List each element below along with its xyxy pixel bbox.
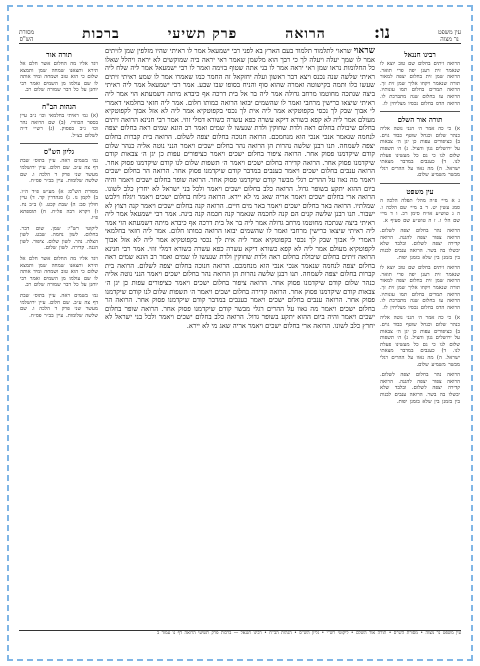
right-section-text-4-cont: הרואה נהר בחלום יצפה לשלום. הרואה צפור יצפה להגנה. הרואה קדירה יצפה לשלום. ובלבד שלא יבשלו בה בשר. הרואה ענבים לבנות בין בזמנן בין שלא בזמנן יפות.	[380, 372, 460, 405]
header-tractate: ברכות	[82, 26, 120, 42]
right-section-text-2: א) כי כה אמר ה׳ הנני נוטה אליה כנהר שלום וכנחל שוטף כבוד גוים. ב) כציפורים עפות כן יגן ה׳ צבאות על ירושלים גנון והציל. ג) ה׳ תשפות שלום לנו כי גם כל מעשינו פעלת לנו. ד) כענבים במדבר מצאתי ישראל. ה) מה נאוו על ההרים רגלי מבשר משמיע שלום.	[380, 126, 460, 179]
opening-word: שראוי	[353, 47, 375, 56]
main-paragraph-2: אמר רבי ישמעאל אמר ליה ראיתי ביצה שנתכה מחוטמו מרחב גדולה אמר ליה בר אל בית דרכה אף כיבדא מיתה דשמעתא הוי אמר ליה ראיתי שיצאו כרישין מרחבי ואמר לו שהשמים יבואו הרואה כמותו חלום. אמר ליה חזאי בחלמאי דאמרי לי אבוך שבק לך נכסי בקפוטקיא אמר ליה אית לך נכסי בקפוטקיא אמר ליה לא אזל אבוך לקפוטקיא מעולם אמר ליה לא קפא כשורא דיקא עשרה כפא עשרה כשורא דמלי זוזי.	[105, 81, 375, 124]
right-label-line2: נר מצוה	[440, 36, 459, 43]
header-left-label	[19, 29, 34, 43]
main-paragraph-5: הרואה גילוח בחלום ישכים ויאמר ויגלח וילבש שמלתיו. הרואה באר בחלום ישכים ויאמר באר מים חיים. הרואה קנה בחלום ישכים ויאמר קנה רצוץ לא ישבור. תנו רבנן שלשה קנים הם קנה לחכמה שנאמר קנה חכמה קנה בינה.	[105, 193, 375, 219]
header-chapter-name: הרואה	[285, 26, 326, 42]
left-section-text-4: מסורת הש"ס: א) מע״ש פ״ד ה״ו. ב) לקמן נז. ג) סנהדרין קד. ד) עיין חולין סב: ה) שבת קכט. ו) ב״ב נח. ז) ויקרא רבה פל״ח. ח) תוספתא פ״ו.	[20, 188, 98, 222]
right-section-text-3: ג א מיי׳ פ״ה מהל׳ תפלה הלכה ה סמג עשין יט. ד ב מיי׳ שם הלכה ו. ה ג טוש״ע או״ח סימן רכ. ו ד מיי׳ שם הל׳ ז. ז ה טוש״ע שם סעיף א.	[380, 197, 460, 224]
right-section-text-4: הרואה נהר בחלום יצפה לשלום. הרואה צפור יצפה להגנה. הרואה קדירה יצפה לשלום. ובלבד שלא יבשלו בה בשר. הרואה ענבים לבנות בין בזמנן בין שלא בזמנן יפות.	[380, 228, 460, 261]
left-label-line2: הש"ס	[19, 36, 34, 43]
right-section-title-1: רבינו חננאל	[404, 50, 436, 59]
left-section-text-3-cont: גמ׳ בשמים ראה. עיין בתוס׳ שבת דף צה ע״ב. שם חלום. עיין ירושלמי מעשר שני פרק ד הלכה ו. שם שלשה שלומות. עיין בב״ר פס״ח.	[20, 293, 98, 319]
right-section-text-1: הרואה זיתים בחלום שם טוב יוצא לו שנאמר זית רענן יפה פרי תואר. הרואה שמן זית בחלום יצפה למאור תורה שנאמר ויקחו אליך שמן זית זך. הרואה תמרים בחלום תמו עונותיו. הרואה עז בחלום שנה מתברכת לו. הרואה הדס בחלום נכסיו מצליחין לו.	[380, 61, 460, 107]
footer-text: עין משפט נר מצוה • מסורת הש"ס • תורה אור השלם • ליקוטי רש"י • גליון הש"ס • הגהות הב"ח • רבינו חננאל — ברכות פרק תשיעי הרואה דף נו עמוד ב	[156, 631, 461, 636]
main-text	[105, 47, 375, 331]
left-section-text-3: גמ׳ בשמים ראה. עיין בתוס׳ שבת דף צה ע״ב. שם חלום. עיין ירושלמי מעשר שני פרק ד הלכה ו. שם שלשה שלומות. עיין בב״ר פס״ח.	[20, 158, 98, 185]
right-commentary-column	[380, 47, 460, 647]
main-paragraph-4-cont: הרואה ציפור בחלום ישכים ויאמר כציפורים עפות כן יגן ה׳ צבאות קודם שיקדמנו פסוק אחר. הרואה קדירה בחלום ישכים ויאמר ה׳ תשפות שלום לנו קודם שיקדמנו פסוק אחר. הרואה ענבים בחלום ישכים ויאמר כענבים במדבר קודם שיקדמנו פסוק אחר. הרואה הר בחלום ישכים ויאמר מה נאוו על ההרים רגלי מבשר קודם שיקדמנו פסוק אחר. הרואה שופר בחלום ישכים ויאמר והיה ביום ההוא יתקע בשופר גדול. הרואה כלב בחלום ישכים ויאמר ולכל בני ישראל לא יחרץ כלב לשונו. הרואה ארי בחלום ישכים ויאמר אריה שאג מי לא יירא.	[105, 279, 375, 330]
header-page-number: נו:	[373, 23, 391, 43]
divider	[380, 183, 460, 184]
left-section-text-2: (א) גמ׳ ראיתי בחלמאי וכו׳ נ״ב עיין בספר הכוזרי. (ב) שם הרואה נהר וכו׳ נ״ב בפסוק. (ג) רש״י ד״ה לשלום כצ״ל.	[20, 112, 98, 139]
right-label-line1: עין משפט	[438, 29, 461, 36]
divider	[20, 98, 98, 99]
main-gemara-column	[105, 47, 375, 647]
right-section-text-2-cont: א) כי כה אמר ה׳ הנני נוטה אליה כנהר שלום וכנחל שוטף כבוד גוים. ב) כציפורים עפות כן יגן ה׳ צבאות על ירושלים גנון והציל. ג) ה׳ תשפות שלום לנו כי גם כל מעשינו פעלת לנו. ד) כענבים במדבר מצאתי ישראל. ה) מה נאוו על ההרים רגלי מבשר משמיע שלום.	[380, 315, 460, 368]
page-footer	[19, 630, 461, 653]
divider	[20, 143, 98, 144]
divider	[380, 111, 460, 112]
left-section-title-3: גליון הש"ס	[43, 147, 75, 157]
left-label-line1: מסורת	[19, 29, 35, 36]
main-paragraph-2-cont: אמר רבי ישמעאל אמר ליה ראיתי ביצה שנתכה מחוטמו מרחב גדולה אמר ליה בר אל בית דרכה אף כיבדא מיתה דשמעתא הוי אמר ליה ראיתי שיצאו כרישין מרחבי ואמר לו שהשמים יבואו הרואה כמותו חלום. אמר ליה חזאי בחלמאי דאמרי לי אבוך שבק לך נכסי בקפוטקיא אמר ליה אית לך נכסי בקפוטקיא אמר ליה לא אזל אבוך לקפוטקיא מעולם אמר ליה לא קפא כשורא דיקא עשרה כפא עשרה כשורא דמלי זוזי.	[105, 210, 375, 253]
header-right-label	[438, 29, 461, 43]
page-header	[19, 15, 461, 44]
left-section-text-1-cont: ויגד אליו מה החלום אשר חלם אל תירא ותצאנו שמחה שמן ותמצא שלום כי הוא טוב ושמחה ומיד אותה לו שם עולמו מן השמים ואמר רבי יוחנן על כל דבר שמורה שלום רב.	[20, 256, 98, 289]
main-paragraph-4: הרואה ציפור בחלום ישכים ויאמר כציפורים עפות כן יגן ה׳ צבאות קודם שיקדמנו פסוק אחר. הרואה קדירה בחלום ישכים ויאמר ה׳ תשפות שלום לנו קודם שיקדמנו פסוק אחר. הרואה ענבים בחלום ישכים ויאמר כענבים במדבר קודם שיקדמנו פסוק אחר. הרואה הר בחלום ישכים ויאמר מה נאוו על ההרים רגלי מבשר קודם שיקדמנו פסוק אחר. הרואה שופר בחלום ישכים ויאמר והיה ביום ההוא יתקע בשופר גדול. הרואה כלב בחלום ישכים ויאמר ולכל בני ישראל לא יחרץ כלב לשונו. הרואה ארי בחלום ישכים ויאמר אריה שאג מי לא יירא.	[105, 150, 375, 202]
main-paragraph-3: אמר רבי חנינא הרואה זיתים בחלום שיבולת בחלום ראה ולדת שחוקין ולדת שנעשו לו שמים ואמר רב הונא שמים ראה בחלום יצפה לנחמה שנאמר אנכי אנכי הוא מנחמכם. הרואה חנוכה בחלום יצפה לשלום. הרואה בית קברות בחלום יצפה לשמחה. תנו רבנן שלשה נהרות הן הרואה נהר בחלום ישכים ויאמר הנני נוטה אליה כנהר שלום קודם שיקדמנו פסוק אחר.	[105, 115, 375, 159]
left-section-text-5: ליקוטי רש"י: שמן. שום דבר. בחלום. לשון נחמה. שבט. לשון הצלה. נהר. לשון שלום. ציפור. לשון הגנה. קדירה. לשון שלום.	[20, 225, 98, 252]
right-section-title-3: עין משפט	[406, 186, 434, 196]
left-section-title-1: תורה אור	[46, 50, 72, 59]
left-commentary-column	[20, 47, 98, 647]
right-section-text-1-cont: הרואה זיתים בחלום שם טוב יוצא לו שנאמר זית רענן יפה פרי תואר. הרואה שמן זית בחלום יצפה למאור תורה שנאמר ויקחו אליך שמן זית זך. הרואה תמרים בחלום תמו עונותיו. הרואה עז בחלום שנה מתברכת לו. הרואה הדס בחלום נכסיו מצליחין לו.	[380, 265, 460, 311]
header-chapter: פרק תשיעי	[167, 26, 238, 42]
talmud-page	[7, 5, 473, 661]
left-section-title-2: הגהות הב"ח	[41, 101, 77, 111]
left-section-text-1: ויגד אליו מה החלום אשר חלם אל תירא ותצאנו שמחה שמן ותמצא שלום כי הוא טוב ושמחה ומיד אותה לו שם עולמו מן השמים ואמר רבי יוחנן על כל דבר שמורה שלום רב.	[20, 61, 98, 94]
main-paragraph-3-cont: אמר רבי חנינא הרואה זיתים בחלום שיבולת בחלום ראה ולדת שחוקין ולדת שנעשו לו שמים ואמר רב הונא שמים ראה בחלום יצפה לנחמה שנאמר אנכי אנכי הוא מנחמכם. הרואה חנוכה בחלום יצפה לשלום. הרואה בית קברות בחלום יצפה לשמחה. תנו רבנן שלשה נהרות הן הרואה נהר בחלום ישכים ויאמר הנני נוטה אליה כנהר שלום קודם שיקדמנו פסוק אחר.	[105, 244, 375, 288]
right-section-title-2: תורה אור השלם	[397, 115, 443, 125]
main-paragraph-1: שראוי לתלמוד תלמוד בעם הארץ בא לפני רבי ישמעאל אמר לו ראיתי שהיו מזלפין שמן לזיתים אמר לו שמך יעלה ויעלה לך כי רבך הוא מלשמן שאמר ראי יראה ביה שמוקשים לא יראה ויהלל שאלו כל החלומות נראו שמן ראי יראה אמר לו בני אתה שטוף בזימה ואמר לו רבי ישמעאל אמר ליה שלח ליה ראיתי שלשה שנה נכנס ויצא דבר ראשון ועלה יחזקאל זה החמר כמו שאמרו אמר לו שמע ראיתי זיתים שעשו כלו ותמה בקישוטה ואמרה שהוא סוף והניח בסופו שבו שבע.	[105, 47, 375, 90]
